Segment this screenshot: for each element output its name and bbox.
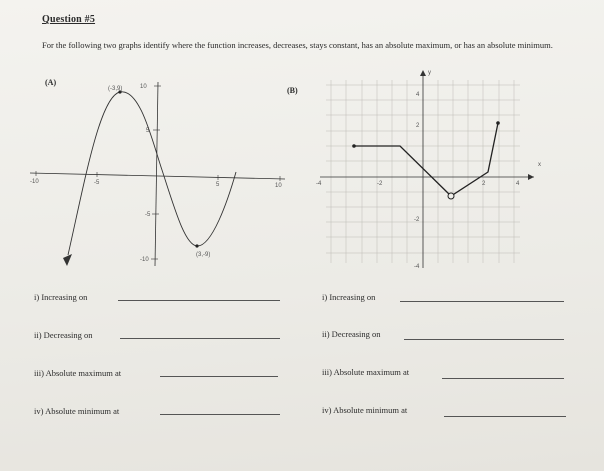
graph-b-y-arrow [420,70,426,76]
a-abs-max-answer-line[interactable] [160,376,278,377]
graph-b-piecewise [354,123,498,196]
question-prompt: For the following two graphs identify where the function increases, decreases, stays constant, has an absolute maximum, or has an absolute minimum. [42,40,553,50]
graph-b-x-tick: -2 [377,181,383,187]
b-decreasing-label: ii) Decreasing on [322,329,381,339]
a-abs-min-answer-line[interactable] [160,414,280,415]
b-abs-max-answer-line[interactable] [442,378,564,379]
a-decreasing-label: ii) Decreasing on [34,330,93,340]
graph-b-open-circle [448,193,454,199]
graph-a-x-tick: 10 [275,183,282,189]
question-title: Question #5 [42,14,96,25]
graph-b-x-axis-label: x [538,162,541,168]
graph-a-min-label: (3,-9) [196,252,211,258]
a-abs-max-label: iii) Absolute maximum at [34,368,122,378]
graph-a-y-tick: 10 [140,84,147,90]
graph-b-x-tick: 4 [516,181,520,187]
b-decreasing-answer-line[interactable] [404,339,564,340]
graph-a-y-tick: 5 [146,128,150,134]
a-increasing-answer-line[interactable] [118,300,280,301]
b-increasing-answer-line[interactable] [400,301,564,302]
graph-b-end-point [496,121,500,125]
graph-a-x-tick: -5 [94,180,100,186]
a-decreasing-answer-line[interactable] [120,338,280,339]
graph-b-y-tick: 4 [416,92,420,98]
graph-b-label: (B) [287,86,298,95]
graph-a-y-tick: -10 [140,257,149,263]
b-abs-min-answer-line[interactable] [444,416,566,417]
graph-b-y-tick: -4 [414,264,420,270]
a-abs-min-label: iv) Absolute minimum at [34,406,120,416]
b-abs-min-label: iv) Absolute minimum at [322,405,408,415]
graph-a-x-tick: 5 [216,182,220,188]
b-abs-max-label: iii) Absolute maximum at [322,367,410,377]
graph-b-x-tick: -4 [316,181,322,187]
a-increasing-label: i) Increasing on [34,292,88,302]
graph-b-y-tick: -2 [414,217,420,223]
b-increasing-label: i) Increasing on [322,292,376,302]
graph-b-x-tick: 2 [482,181,486,187]
graph-a-x-tick: -10 [30,179,39,185]
graph-a-max-label: (-3,9) [108,86,123,92]
graph-a-y-tick: -5 [145,212,151,218]
graph-b-x-arrow [528,174,534,180]
graph-b-start-point [352,144,356,148]
graph-b-y-axis-label: y [428,70,431,76]
graph-b-y-tick: 2 [416,123,420,129]
graph-a-label: (A) [45,78,57,87]
